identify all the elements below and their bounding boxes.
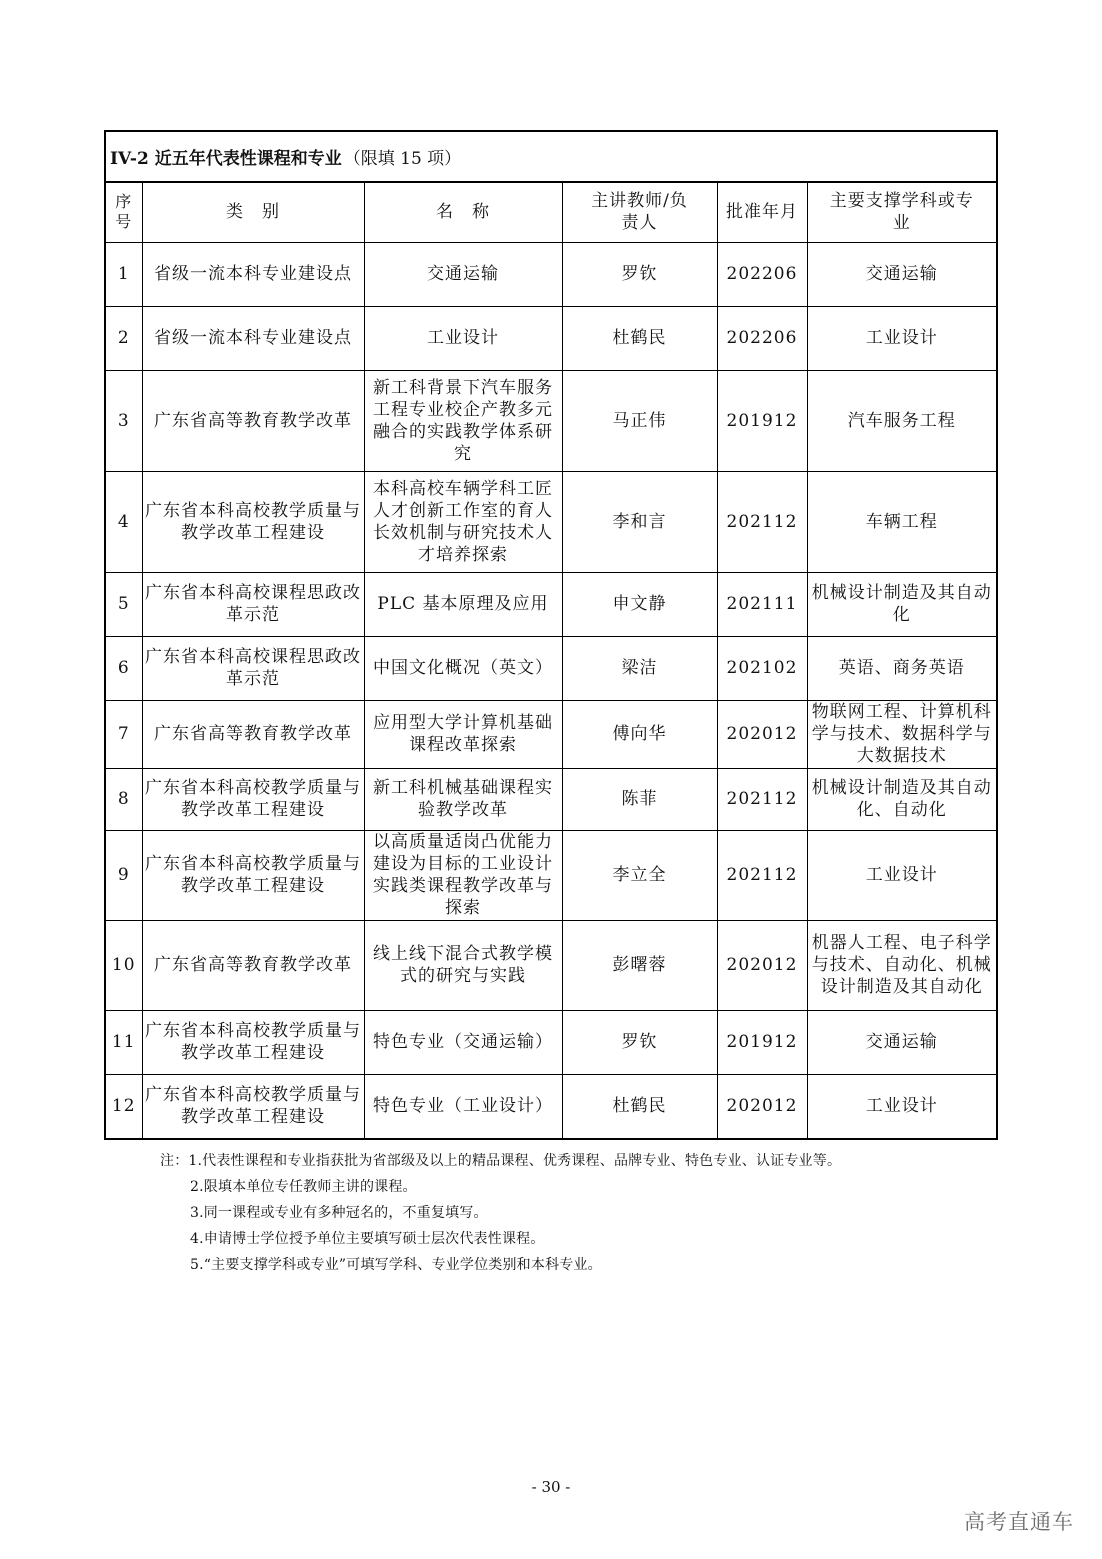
table-row (106, 920, 996, 1010)
cell-name: 新工科背景下汽车服务工程专业校企产教多元融合的实践教学体系研究 (364, 370, 562, 471)
cell-no: 10 (106, 920, 142, 1010)
cell-category: 省级一流本科专业建设点 (142, 306, 364, 370)
header-category: 类 别 (142, 183, 364, 242)
table-row (106, 471, 996, 572)
cell-name: 工业设计 (364, 306, 562, 370)
cell-date: 201912 (717, 370, 807, 471)
cell-name: 线上线下混合式教学模式的研究与实践 (364, 920, 562, 1010)
cell-major: 汽车服务工程 (807, 370, 996, 471)
cell-name: 本科高校车辆学科工匠人才创新工作室的育人长效机制与研究技术人才培养探索 (364, 471, 562, 572)
cell-date: 202206 (717, 306, 807, 370)
footnote-5: 5.“主要支撑学科或专业”可填写学科、专业学位类别和本科专业。 (190, 1257, 602, 1273)
cell-name: 交通运输 (364, 242, 562, 306)
cell-major: 机械设计制造及其自动化、自动化 (807, 768, 996, 830)
table-row (106, 306, 996, 370)
cell-category: 广东省本科高校教学质量与教学改革工程建设 (142, 471, 364, 572)
cell-lead: 傅向华 (562, 700, 717, 768)
cell-no: 2 (106, 306, 142, 370)
cell-major: 工业设计 (807, 306, 996, 370)
table-row (106, 768, 996, 830)
cell-no: 3 (106, 370, 142, 471)
cell-date: 202012 (717, 1074, 807, 1138)
cell-date: 202111 (717, 572, 807, 636)
cell-lead: 彭曙蓉 (562, 920, 717, 1010)
cell-date: 202206 (717, 242, 807, 306)
cell-category: 广东省本科高校教学质量与教学改革工程建设 (142, 1010, 364, 1074)
cell-date: 202112 (717, 830, 807, 920)
table-row (106, 572, 996, 636)
table-row (106, 700, 996, 768)
cell-category: 广东省高等教育教学改革 (142, 370, 364, 471)
footnotes (160, 1148, 980, 1278)
table-row (106, 242, 996, 306)
cell-name: 应用型大学计算机基础课程改革探索 (364, 700, 562, 768)
cell-date: 202102 (717, 636, 807, 700)
cell-lead: 李和言 (562, 471, 717, 572)
cell-no: 1 (106, 242, 142, 306)
header-date: 批准年月 (717, 183, 807, 242)
page-number: - 30 - (531, 1478, 571, 1496)
cell-major: 英语、商务英语 (807, 636, 996, 700)
section-title (106, 132, 996, 183)
cell-lead: 杜鹤民 (562, 306, 717, 370)
cell-no: 9 (106, 830, 142, 920)
cell-major: 工业设计 (807, 1074, 996, 1138)
cell-name: 以高质量适岗凸优能力建设为目标的工业设计实践类课程教学改革与探索 (364, 830, 562, 920)
cell-date: 202112 (717, 471, 807, 572)
footnote-2: 2.限填本单位专任教师主讲的课程。 (190, 1179, 417, 1195)
cell-date: 202012 (717, 920, 807, 1010)
cell-date: 201912 (717, 1010, 807, 1074)
footnote-4: 4.申请博士学位授予单位主要填写硕士层次代表性课程。 (190, 1231, 545, 1247)
footnote-1: 注：1.代表性课程和专业指获批为省部级及以上的精品课程、优秀课程、品牌专业、特色专业、认证专业等。 (160, 1153, 842, 1169)
cell-major: 车辆工程 (807, 471, 996, 572)
cell-category: 广东省本科高校课程思政改革示范 (142, 572, 364, 636)
table-row (106, 1010, 996, 1074)
courses-table-frame (104, 130, 998, 1140)
cell-name: 特色专业（交通运输） (364, 1010, 562, 1074)
cell-category: 广东省高等教育教学改革 (142, 920, 364, 1010)
cell-no: 11 (106, 1010, 142, 1074)
header-no: 序号 (106, 183, 142, 242)
cell-major: 机械设计制造及其自动化 (807, 572, 996, 636)
cell-category: 广东省本科高校课程思政改革示范 (142, 636, 364, 700)
cell-lead: 罗钦 (562, 1010, 717, 1074)
cell-no: 4 (106, 471, 142, 572)
cell-category: 广东省本科高校教学质量与教学改革工程建设 (142, 830, 364, 920)
cell-date: 202112 (717, 768, 807, 830)
cell-lead: 李立全 (562, 830, 717, 920)
cell-category: 广东省本科高校教学质量与教学改革工程建设 (142, 1074, 364, 1138)
watermark: 高考直通车 (964, 1510, 1074, 1534)
cell-major: 工业设计 (807, 830, 996, 920)
cell-no: 5 (106, 572, 142, 636)
cell-lead: 梁洁 (562, 636, 717, 700)
cell-lead: 马正伟 (562, 370, 717, 471)
cell-category: 省级一流本科专业建设点 (142, 242, 364, 306)
cell-lead: 罗钦 (562, 242, 717, 306)
cell-no: 7 (106, 700, 142, 768)
cell-major: 交通运输 (807, 1010, 996, 1074)
section-title-text: IV-2 近五年代表性课程和专业 (110, 149, 342, 169)
cell-no: 6 (106, 636, 142, 700)
table-row (106, 1074, 996, 1138)
table-row (106, 830, 996, 920)
cell-date: 202012 (717, 700, 807, 768)
cell-name: 中国文化概况（英文） (364, 636, 562, 700)
cell-lead: 杜鹤民 (562, 1074, 717, 1138)
courses-table (106, 183, 996, 1138)
cell-category: 广东省本科高校教学质量与教学改革工程建设 (142, 768, 364, 830)
cell-name: 特色专业（工业设计） (364, 1074, 562, 1138)
table-row (106, 370, 996, 471)
cell-name: PLC 基本原理及应用 (364, 572, 562, 636)
cell-no: 12 (106, 1074, 142, 1138)
cell-major: 机器人工程、电子科学与技术、自动化、机械设计制造及其自动化 (807, 920, 996, 1010)
header-name: 名 称 (364, 183, 562, 242)
header-lead: 主讲教师/负责人 (562, 183, 717, 242)
cell-no: 8 (106, 768, 142, 830)
header-major: 主要支撑学科或专业 (807, 183, 996, 242)
cell-name: 新工科机械基础课程实验教学改革 (364, 768, 562, 830)
cell-major: 交通运输 (807, 242, 996, 306)
cell-category: 广东省高等教育教学改革 (142, 700, 364, 768)
cell-major: 物联网工程、计算机科学与技术、数据科学与大数据技术 (807, 700, 996, 768)
cell-lead: 申文静 (562, 572, 717, 636)
section-title-note: （限填 15 项） (343, 149, 462, 169)
table-row (106, 636, 996, 700)
footnote-3: 3.同一课程或专业有多种冠名的，不重复填写。 (190, 1205, 488, 1221)
cell-lead: 陈菲 (562, 768, 717, 830)
